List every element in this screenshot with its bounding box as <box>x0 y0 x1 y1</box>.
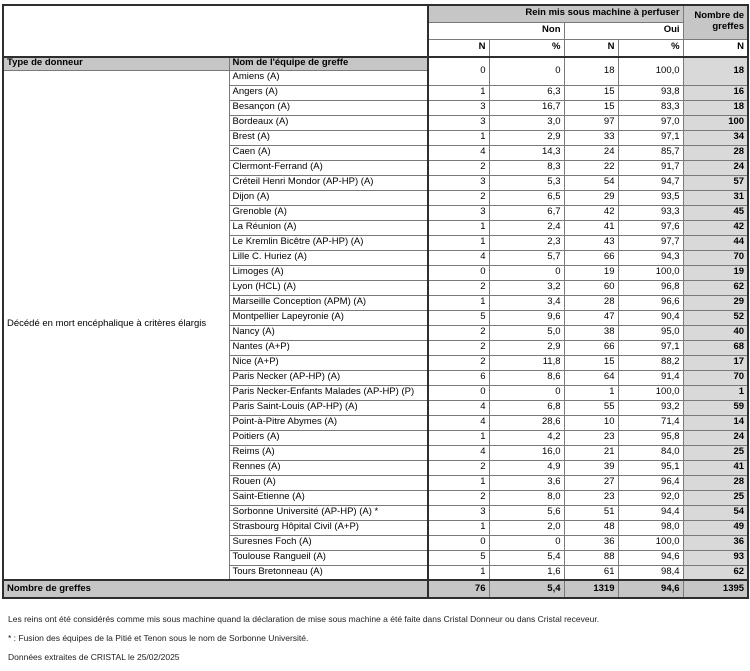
oui-n-header: N <box>564 39 618 57</box>
cell-oui-pct: 84,0 <box>618 445 683 460</box>
cell-total-greffes: 40 <box>683 325 748 340</box>
cell-oui-pct: 93,5 <box>618 190 683 205</box>
cell-non-n: 3 <box>428 205 489 220</box>
cell-oui-pct: 97,7 <box>618 235 683 250</box>
cell-non-n: 6 <box>428 370 489 385</box>
cell-total-greffes: 28 <box>683 145 748 160</box>
cell-non-pct: 6,3 <box>489 85 564 100</box>
cell-oui-pct: 93,8 <box>618 85 683 100</box>
cell-oui-n: 18 <box>564 57 618 85</box>
cell-non-pct: 0 <box>489 265 564 280</box>
cell-total-greffes: 25 <box>683 490 748 505</box>
non-n-header: N <box>428 39 489 57</box>
team-name: Lille C. Huriez (A) <box>229 250 428 265</box>
cell-non-pct: 3,4 <box>489 295 564 310</box>
team-name: Grenoble (A) <box>229 205 428 220</box>
cell-non-n: 4 <box>428 145 489 160</box>
cell-oui-n: 22 <box>564 160 618 175</box>
cell-non-pct: 5,7 <box>489 250 564 265</box>
donor-type-cell: Décédé en mort encéphalique à critères élargis <box>3 70 229 580</box>
cell-oui-n: 21 <box>564 445 618 460</box>
cell-oui-pct: 94,3 <box>618 250 683 265</box>
machine-group-header: Rein mis sous machine à perfuser <box>428 5 683 22</box>
cell-total-greffes: 93 <box>683 550 748 565</box>
footnote-sorbonne-fusion: * : Fusion des équipes de la Pitié et Tenon sous le nom de Sorbonne Université. <box>8 633 309 643</box>
cell-total-greffes: 24 <box>683 430 748 445</box>
cell-non-n: 1 <box>428 520 489 535</box>
team-name: Nice (A+P) <box>229 355 428 370</box>
team-name: Nantes (A+P) <box>229 340 428 355</box>
team-name: Amiens (A) <box>229 70 428 85</box>
cell-total-greffes: 24 <box>683 160 748 175</box>
cell-oui-n: 48 <box>564 520 618 535</box>
cell-total-greffes: 17 <box>683 355 748 370</box>
team-name: Paris Necker (AP-HP) (A) <box>229 370 428 385</box>
total-oui-n: 1319 <box>564 580 618 598</box>
corner-cell <box>3 5 428 57</box>
cell-non-n: 0 <box>428 265 489 280</box>
cell-non-n: 2 <box>428 325 489 340</box>
cell-total-greffes: 14 <box>683 415 748 430</box>
cell-oui-pct: 97,1 <box>618 130 683 145</box>
cell-oui-n: 36 <box>564 535 618 550</box>
cell-non-n: 1 <box>428 565 489 580</box>
cell-oui-n: 19 <box>564 265 618 280</box>
team-name: Clermont-Ferrand (A) <box>229 160 428 175</box>
cell-oui-pct: 100,0 <box>618 265 683 280</box>
cell-oui-pct: 98,4 <box>618 565 683 580</box>
total-greffes: 1395 <box>683 580 748 598</box>
cell-non-pct: 4,2 <box>489 430 564 445</box>
cell-total-greffes: 52 <box>683 310 748 325</box>
col-header-team-name: Nom de l'équipe de greffe <box>229 57 428 70</box>
cell-oui-pct: 91,4 <box>618 370 683 385</box>
cell-total-greffes: 49 <box>683 520 748 535</box>
cell-oui-pct: 97,6 <box>618 220 683 235</box>
team-name: Sorbonne Université (AP-HP) (A) * <box>229 505 428 520</box>
team-name: Paris Saint-Louis (AP-HP) (A) <box>229 400 428 415</box>
team-name: Besançon (A) <box>229 100 428 115</box>
cell-oui-n: 61 <box>564 565 618 580</box>
cell-oui-n: 27 <box>564 475 618 490</box>
team-name: Saint-Etienne (A) <box>229 490 428 505</box>
cell-oui-n: 10 <box>564 415 618 430</box>
cell-non-pct: 3,0 <box>489 115 564 130</box>
cell-oui-pct: 95,8 <box>618 430 683 445</box>
cell-total-greffes: 42 <box>683 220 748 235</box>
team-name: Strasbourg Hôpital Civil (A+P) <box>229 520 428 535</box>
cell-non-n: 3 <box>428 100 489 115</box>
cell-oui-pct: 94,4 <box>618 505 683 520</box>
cell-non-pct: 0 <box>489 385 564 400</box>
cell-non-pct: 2,9 <box>489 130 564 145</box>
footnotes <box>8 614 743 671</box>
cell-oui-pct: 100,0 <box>618 385 683 400</box>
team-name: Limoges (A) <box>229 265 428 280</box>
cell-oui-n: 64 <box>564 370 618 385</box>
cell-oui-n: 38 <box>564 325 618 340</box>
header-row-group <box>3 5 748 22</box>
cell-non-n: 4 <box>428 415 489 430</box>
cell-total-greffes: 16 <box>683 85 748 100</box>
cell-total-greffes: 68 <box>683 340 748 355</box>
cell-non-pct: 3,6 <box>489 475 564 490</box>
cell-total-greffes: 18 <box>683 100 748 115</box>
cell-total-greffes: 36 <box>683 535 748 550</box>
total-non-n: 76 <box>428 580 489 598</box>
cell-oui-pct: 96,4 <box>618 475 683 490</box>
cell-oui-pct: 88,2 <box>618 355 683 370</box>
cell-oui-pct: 96,6 <box>618 295 683 310</box>
team-name: Montpellier Lapeyronie (A) <box>229 310 428 325</box>
cell-oui-pct: 100,0 <box>618 535 683 550</box>
cell-non-pct: 9,6 <box>489 310 564 325</box>
cell-non-n: 4 <box>428 250 489 265</box>
cell-total-greffes: 34 <box>683 130 748 145</box>
cell-non-pct: 0 <box>489 57 564 85</box>
cell-oui-n: 29 <box>564 190 618 205</box>
cell-oui-n: 42 <box>564 205 618 220</box>
col-header-donor-type: Type de donneur <box>3 57 229 70</box>
team-name: Bordeaux (A) <box>229 115 428 130</box>
cell-non-pct: 2,0 <box>489 520 564 535</box>
cell-non-pct: 6,8 <box>489 400 564 415</box>
cell-non-pct: 14,3 <box>489 145 564 160</box>
footnote-machine-definition: Les reins ont été considérés comme mis sous machine quand la déclaration de mise sous machine a été faite dans Cristal Donneur ou dans Cristal receveur. <box>8 614 600 624</box>
total-oui-pct: 94,6 <box>618 580 683 598</box>
cell-non-n: 0 <box>428 535 489 550</box>
cell-total-greffes: 70 <box>683 370 748 385</box>
cell-total-greffes: 100 <box>683 115 748 130</box>
cell-oui-pct: 94,7 <box>618 175 683 190</box>
cell-non-pct: 16,7 <box>489 100 564 115</box>
cell-non-n: 3 <box>428 115 489 130</box>
total-row <box>3 580 748 598</box>
cell-non-n: 2 <box>428 460 489 475</box>
cell-non-n: 5 <box>428 310 489 325</box>
cell-non-n: 1 <box>428 475 489 490</box>
cell-oui-n: 15 <box>564 100 618 115</box>
cell-oui-n: 54 <box>564 175 618 190</box>
total-label: Nombre de greffes <box>3 580 428 598</box>
team-name: La Réunion (A) <box>229 220 428 235</box>
cell-oui-pct: 91,7 <box>618 160 683 175</box>
cell-oui-n: 15 <box>564 85 618 100</box>
cell-non-n: 1 <box>428 295 489 310</box>
cell-oui-n: 55 <box>564 400 618 415</box>
cell-total-greffes: 62 <box>683 280 748 295</box>
cell-non-n: 4 <box>428 445 489 460</box>
greffes-n-header: N <box>683 39 748 57</box>
cell-non-pct: 5,4 <box>489 550 564 565</box>
cell-non-n: 4 <box>428 400 489 415</box>
team-name: Nancy (A) <box>229 325 428 340</box>
team-name: Brest (A) <box>229 130 428 145</box>
cell-non-n: 1 <box>428 220 489 235</box>
cell-non-n: 3 <box>428 505 489 520</box>
team-name: Paris Necker-Enfants Malades (AP-HP) (P) <box>229 385 428 400</box>
cell-non-pct: 28,6 <box>489 415 564 430</box>
cell-non-n: 1 <box>428 430 489 445</box>
cell-non-n: 2 <box>428 280 489 295</box>
team-name: Le Kremlin Bicêtre (AP-HP) (A) <box>229 235 428 250</box>
cell-oui-pct: 95,1 <box>618 460 683 475</box>
cell-total-greffes: 59 <box>683 400 748 415</box>
table-body <box>3 5 748 598</box>
team-name: Lyon (HCL) (A) <box>229 280 428 295</box>
footnote-data-extraction-date: Données extraites de CRISTAL le 25/02/2025 <box>8 652 180 662</box>
cell-oui-n: 51 <box>564 505 618 520</box>
cell-total-greffes: 28 <box>683 475 748 490</box>
cell-non-pct: 2,9 <box>489 340 564 355</box>
cell-total-greffes: 29 <box>683 295 748 310</box>
cell-oui-pct: 85,7 <box>618 145 683 160</box>
team-name: Créteil Henri Mondor (AP-HP) (A) <box>229 175 428 190</box>
team-name: Marseille Conception (APM) (A) <box>229 295 428 310</box>
cell-total-greffes: 45 <box>683 205 748 220</box>
cell-total-greffes: 1 <box>683 385 748 400</box>
team-name: Reims (A) <box>229 445 428 460</box>
cell-non-n: 0 <box>428 57 489 85</box>
cell-non-pct: 2,3 <box>489 235 564 250</box>
cell-oui-pct: 71,4 <box>618 415 683 430</box>
team-name: Poitiers (A) <box>229 430 428 445</box>
cell-oui-pct: 93,2 <box>618 400 683 415</box>
non-header: Non <box>428 22 564 39</box>
cell-oui-n: 39 <box>564 460 618 475</box>
cell-oui-pct: 93,3 <box>618 205 683 220</box>
cell-total-greffes: 19 <box>683 265 748 280</box>
team-name: Dijon (A) <box>229 190 428 205</box>
left-header-row <box>3 57 748 70</box>
non-pct-header: % <box>489 39 564 57</box>
cell-oui-n: 47 <box>564 310 618 325</box>
machine-perfusion-table <box>2 4 749 599</box>
team-name: Suresnes Foch (A) <box>229 535 428 550</box>
cell-non-pct: 1,6 <box>489 565 564 580</box>
cell-non-n: 1 <box>428 130 489 145</box>
cell-oui-n: 66 <box>564 340 618 355</box>
team-name: Rouen (A) <box>229 475 428 490</box>
cell-non-pct: 8,6 <box>489 370 564 385</box>
cell-oui-n: 66 <box>564 250 618 265</box>
cell-oui-n: 41 <box>564 220 618 235</box>
cell-oui-n: 1 <box>564 385 618 400</box>
cell-non-pct: 0 <box>489 535 564 550</box>
cell-oui-pct: 97,1 <box>618 340 683 355</box>
total-non-pct: 5,4 <box>489 580 564 598</box>
cell-non-pct: 16,0 <box>489 445 564 460</box>
team-name: Rennes (A) <box>229 460 428 475</box>
cell-oui-n: 88 <box>564 550 618 565</box>
cell-total-greffes: 41 <box>683 460 748 475</box>
cell-non-pct: 5,0 <box>489 325 564 340</box>
cell-oui-n: 23 <box>564 430 618 445</box>
cell-non-pct: 6,7 <box>489 205 564 220</box>
cell-oui-n: 60 <box>564 280 618 295</box>
cell-oui-n: 43 <box>564 235 618 250</box>
cell-non-n: 1 <box>428 85 489 100</box>
cell-oui-n: 24 <box>564 145 618 160</box>
cell-total-greffes: 62 <box>683 565 748 580</box>
cell-non-pct: 5,3 <box>489 175 564 190</box>
cell-oui-n: 97 <box>564 115 618 130</box>
cell-non-pct: 2,4 <box>489 220 564 235</box>
cell-oui-pct: 96,8 <box>618 280 683 295</box>
team-name: Caen (A) <box>229 145 428 160</box>
cell-total-greffes: 44 <box>683 235 748 250</box>
cell-non-n: 2 <box>428 490 489 505</box>
cell-oui-pct: 100,0 <box>618 57 683 85</box>
cell-total-greffes: 57 <box>683 175 748 190</box>
cell-non-n: 2 <box>428 160 489 175</box>
cell-non-pct: 5,6 <box>489 505 564 520</box>
cell-oui-n: 15 <box>564 355 618 370</box>
team-name: Toulouse Rangueil (A) <box>229 550 428 565</box>
greffes-group-header: Nombre de greffes <box>683 5 748 39</box>
cell-total-greffes: 25 <box>683 445 748 460</box>
team-name: Tours Bretonneau (A) <box>229 565 428 580</box>
cell-non-n: 2 <box>428 190 489 205</box>
cell-oui-pct: 97,0 <box>618 115 683 130</box>
cell-total-greffes: 54 <box>683 505 748 520</box>
oui-header: Oui <box>564 22 683 39</box>
cell-non-pct: 3,2 <box>489 280 564 295</box>
cell-oui-pct: 83,3 <box>618 100 683 115</box>
cell-non-n: 3 <box>428 175 489 190</box>
cell-non-n: 2 <box>428 340 489 355</box>
cell-oui-pct: 95,0 <box>618 325 683 340</box>
cell-oui-pct: 98,0 <box>618 520 683 535</box>
cell-oui-n: 23 <box>564 490 618 505</box>
cell-non-n: 2 <box>428 355 489 370</box>
cell-non-pct: 8,3 <box>489 160 564 175</box>
team-name: Angers (A) <box>229 85 428 100</box>
oui-pct-header: % <box>618 39 683 57</box>
cell-total-greffes: 31 <box>683 190 748 205</box>
cell-total-greffes: 18 <box>683 57 748 85</box>
cell-non-pct: 6,5 <box>489 190 564 205</box>
cell-oui-n: 28 <box>564 295 618 310</box>
cell-non-pct: 11,8 <box>489 355 564 370</box>
cell-non-pct: 4,9 <box>489 460 564 475</box>
cell-oui-pct: 90,4 <box>618 310 683 325</box>
cell-non-n: 5 <box>428 550 489 565</box>
cell-oui-pct: 94,6 <box>618 550 683 565</box>
team-name: Point-à-Pitre Abymes (A) <box>229 415 428 430</box>
cell-oui-n: 33 <box>564 130 618 145</box>
cell-non-n: 1 <box>428 235 489 250</box>
cell-non-n: 0 <box>428 385 489 400</box>
cell-total-greffes: 70 <box>683 250 748 265</box>
cell-non-pct: 8,0 <box>489 490 564 505</box>
cell-oui-pct: 92,0 <box>618 490 683 505</box>
